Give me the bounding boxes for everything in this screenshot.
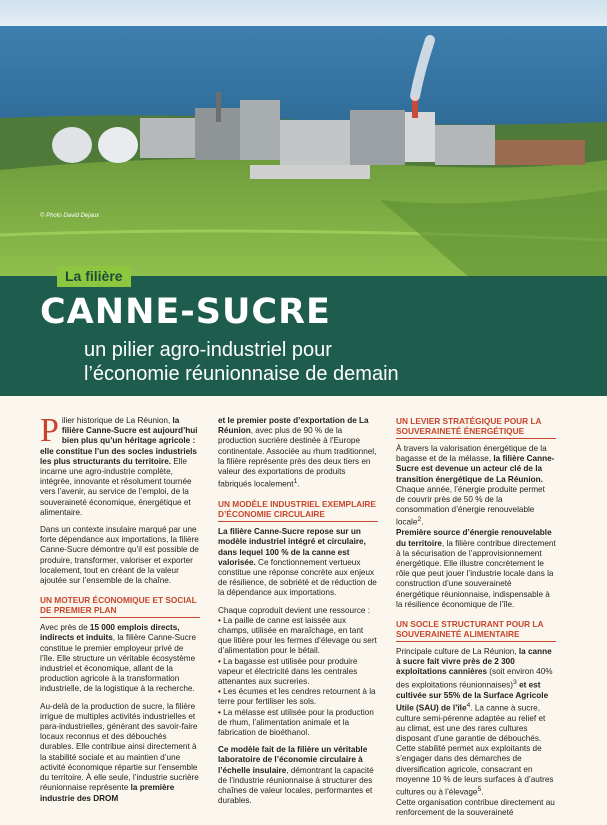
text-bold: la filière Canne-Sucre est aujourd’hui bien plus qu’un héritage agricole : elle constitue l’un des socles industriels les plus structurants du territoire. — [40, 416, 198, 466]
subtitle-line-2: l’économie réunionnaise de demain — [84, 363, 399, 385]
paragraph: Principale culture de La Réunion, la canne à sucre fait vivre près de 2 300 exploitations cannières (soit environ 40% des exploitations réunionnaises)$^3$ et est cultivée sur 55% de la Surface Agricole Utile (SAU) de l’île$^4$. La canne à sucre, culture semi-pérenne adaptée au relief et au climat, est une des rares cultures disposant d’une garantie de débouchés. Cette stabilité permet aux exploitants de s’engager dans des démarches de diversification agricole, consacrant en moyenne 10 % de leurs surfaces à d’autres cultures ou à l’élevage$^5$. Cette organisation contribue directement au renforcement de la souveraineté — [396, 646, 555, 818]
text-bold: la première industrie des DROM — [40, 783, 175, 803]
text: ilier historique de La Réunion, — [61, 416, 173, 425]
text-bold: La filière Canne-Sucre repose sur un modèle industriel intégré et circulaire, dans lequel 100 % de la canne est valorisée. — [218, 527, 366, 567]
text: , la filière contribue directement à la sécurisation de l’approvisionnement énergétique. Elle illustre concrètement le rôle que peut jouer l’industrie locale dans la construction d’une souveraineté énergétique réunionnaise, indispensable à la résilience économique de l’île. — [396, 538, 556, 609]
footnote-ref: 1 — [293, 478, 298, 486]
drop-cap: P — [40, 412, 59, 449]
photo-credit: © Photo David Dejaux — [40, 213, 100, 219]
page-title: CANNE-SUCRE — [40, 292, 331, 332]
footnote-ref: 2 — [417, 516, 422, 524]
text: À travers la valorisation énergétique de la bagasse et de la mélasse, — [396, 444, 547, 464]
text-bold: la filière Canne-Sucre est devenue un acteur clé de la transition énergétique de La Réunion. — [396, 454, 555, 484]
footnote-ref: 4 — [466, 701, 471, 709]
text: , la filière Canne-Sucre constitue le premier employeur privé de l’île. Elle structure un véritable écosystème industriel et économique, allant de la production agricole à la transformation industrielle, de la logistique à la recherche. — [40, 633, 197, 694]
paragraph: À travers la valorisation énergétique de la bagasse et de la mélasse, la filière Canne-Sucre est devenue un acteur clé de la transition énergétique de La Réunion. Chaque année, l’énergie produite permet de couvrir près de 50 % de la consommation d’énergie renouvelable locale$^2$. Première source d’énergie renouvelable du territoire, la filière contribue directement à la sécurisation de l’approvisionnement énergétique. Elle illustre concrètement le rôle que peut jouer l’industrie locale dans la construction d’une souveraineté énergétique réunionnaise, indispensable à la résilience économique de l’île. — [396, 444, 556, 609]
text: Avec près de — [40, 623, 90, 633]
text-bold: la canne à sucre fait vivre près de 2 300 exploitations cannières — [396, 646, 552, 677]
text: , avec plus de 90 % de la production sucrière destinée à l’Europe continentale. Associée au rhum traditionnel, la filière représente près des deux tiers en valeur des exportations de produits fabriqués localement — [218, 426, 377, 489]
bullet-item: • La mélasse est utilisée pour la production de rhum, l’alimentation animale et la fabrication de bioéthanol. — [218, 707, 374, 738]
text: Cette organisation contribue directement au renforcement de la souveraineté — [396, 798, 555, 818]
column-1 — [40, 412, 200, 811]
section-heading: UN MODÈLE INDUSTRIEL EXEMPLAIRE D’ÉCONOMIE CIRCULAIRE — [218, 499, 378, 522]
text: . La canne à sucre, culture semi-pérenne adaptée au relief et au climat, est une des rares cultures disposant d’une garantie de débouchés. Cette stabilité permet aux exploitants de s’engager dans des démarches de diversification agricole, consacrant en moyenne 10 % de leurs surfaces à d’autres cultures ou à l’élevage — [396, 703, 554, 797]
paragraph: et le premier poste d’exportation de La Réunion, avec plus de 90 % de la production sucrière destinée à l’Europe continentale. Associée au rhum traditionnel, la filière représente près des deux tiers en valeur des exportations de produits fabriqués localement$^1$. — [218, 416, 377, 489]
bullet-item: • La paille de canne est laissée aux champs, utilisée en maraîchage, en tant que litière pour les fermes d’élevage ou sert d’alimentation pour le bétail. — [218, 615, 377, 656]
paragraph — [218, 527, 378, 598]
intro-paragraph — [40, 412, 200, 518]
text: Au-delà de la production de sucre, la filière irrigue de multiples activités industrielles et para-industrielles, générant des savoir-faire locaux reconnus et des débouchés durables. Elle contribue ainsi directement à la stabilité sociale et au maintien d’une activité économique répartie sur l’ensemble du territoire. À elle seule, l’industrie sucrière réunionnaise représente — [40, 701, 199, 793]
footnote-ref: 5 — [477, 786, 482, 794]
text: Principale culture de La Réunion, — [396, 646, 519, 656]
paragraph — [40, 702, 200, 804]
section-heading: UN SOCLE STRUCTURANT POUR LA SOUVERAINETÉ ALIMENTAIRE — [396, 619, 556, 642]
sugar-factory-photo — [0, 0, 607, 278]
text: Ce fonctionnement vertueux constitue une réponse concrète aux enjeux de résilience, de sobriété et de réduction de la dépendance aux importations. — [218, 557, 377, 598]
text: , démontrant la capacité de l’industrie réunionnaise à structurer des chaînes de valeur locales, performantes et durables. — [218, 765, 374, 806]
text: Chaque année, l’énergie produite permet de couvrir près de 50 % de la consommation d’énergie renouvelable locale — [396, 484, 545, 528]
section-heading: UN MOTEUR ÉCONOMIQUE ET SOCIAL DE PREMIER PLAN — [40, 595, 200, 618]
column-2 — [218, 416, 378, 813]
text: Elle incarne une agro-industrie complète, intégrée, innovante et résolument tournée vers l’avenir, au service de l’emploi, de la souveraineté économique, énergétique et alimentaire. — [40, 456, 192, 517]
section-tag: La filière — [57, 266, 131, 287]
text-bold: et le premier poste d’exportation de La Réunion — [218, 416, 369, 436]
text-bold: 15 000 emplois directs, indirects et induits — [40, 623, 180, 643]
text-bold: Ce modèle fait de la filière un véritable laboratoire de l’économie circulaire à l’échelle insulaire — [218, 745, 368, 775]
paragraph: Dans un contexte insulaire marqué par une forte dépendance aux importations, la filière Canne-Sucre démontre qu’il est possible de produire, transformer, valoriser et exporter localement, tout en créant de la valeur ajoutée sur l’ensemble de la chaîne. — [40, 525, 199, 586]
paragraph: Chaque coproduit devient une ressource : — [218, 605, 371, 615]
column-3 — [396, 416, 556, 825]
text-bold: Première source d’énergie renouvelable du territoire — [396, 528, 552, 548]
text: (soit environ 40% des exploitations réunionnaises) — [396, 667, 553, 690]
text-bold: et est cultivée sur 55% de la Surface Agricole Utile (SAU) de l’île — [396, 680, 549, 713]
page-subtitle — [84, 338, 564, 386]
bullet-item: • La bagasse est utilisée pour produire vapeur et électricité dans les centrales attenantes aux sucreries. — [218, 656, 358, 686]
section-heading: UN LEVIER STRATÉGIQUE POUR LA SOUVERAINETÉ ÉNERGÉTIQUE — [396, 416, 556, 439]
paragraph — [218, 745, 378, 806]
subtitle-line-1: un pilier agro-industriel pour — [84, 339, 332, 361]
footnote-ref: 3 — [512, 678, 517, 686]
bullet-item: • Les écumes et les cendres retournent à la terre pour fertiliser les sols. — [218, 687, 376, 707]
paragraph — [40, 623, 200, 694]
